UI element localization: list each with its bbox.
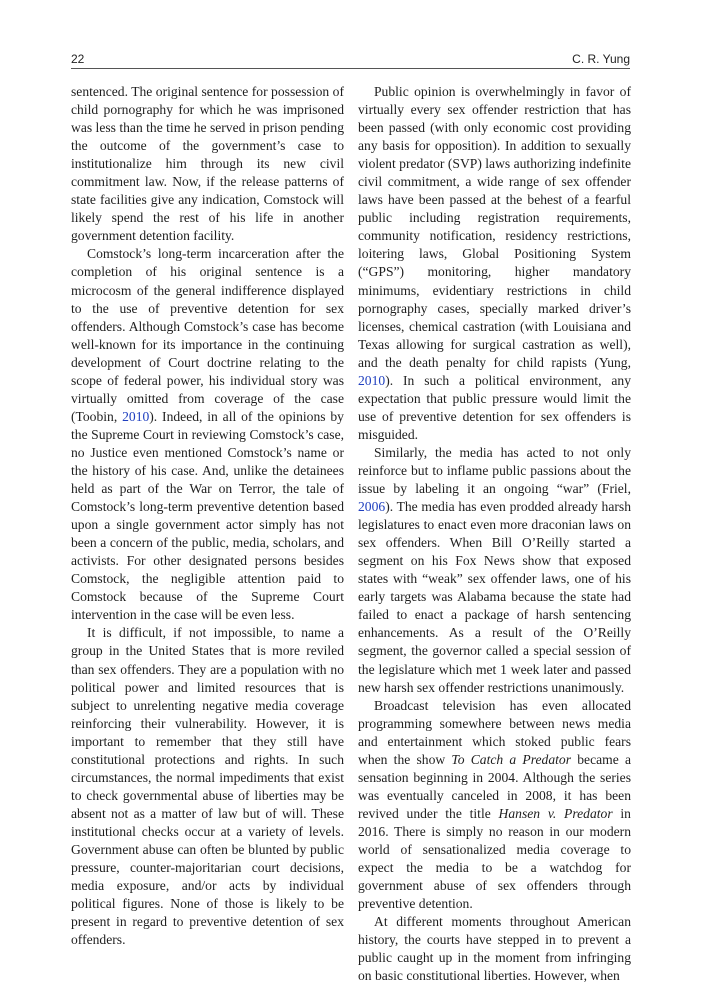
paragraph [358,444,631,697]
left-column [71,83,344,949]
paragraph-text: Similarly, the media has acted to not only reinforce but to inflame public passions about the issue by labeling it an ongoing “war” (Friel, [358,444,631,497]
right-column [358,83,631,985]
show-title: To Catch a Predator [451,751,572,767]
paragraph-text: ). Indeed, in all of the opinions by the Supreme Court in reviewing Comstock’s case, no Justice even mentioned Comstock’s name or the history of his case. And, unlike the detainees held as part of the War on Terror, the tale of Comstock’s long-term preventive detention based upon a single government actor simply has not been a concern of the public, media, scholars, and activists. For other designated persons besides Comstock, the negligible attention paid to Comstock because of the Supreme Court intervention in the case will be even less. [71,408,344,623]
citation-link[interactable]: 2010 [122,408,150,424]
paragraph-text: in 2016. There is simply no reason in our modern world of sensationalized media coverage to expect the media to be a watchdog for government abuse of sex offenders through preventive detention. [358,805,631,912]
header-rule [71,68,630,69]
paragraph: sentenced. The original sentence for possession of child pornography for which he was imprisoned was less than the time he served in prison pending the outcome of the government’s case to institutionalize him through its new civil commitment law. Now, if the release patterns of state facilities give any indication, Comstock will likely spend the rest of his life in another government detention facility. [71,84,344,244]
paragraph-text: ). In such a political environment, any expectation that public pressure would limit the use of preventive detention for sex offenders is misguided. [358,372,631,442]
paragraph-text: Broadcast television has even allocated programming somewhere between news media and entertainment which stoked public fears when the show [358,697,631,767]
paragraph: At different moments throughout American history, the courts have stepped in to prevent a public caught up in the moment from infringing on basic constitutional liberties. However, when [358,914,631,984]
paragraph-text: Public opinion is overwhelmingly in favor of virtually every sex offender restriction that has been passed (with only economic cost providing any basis for opposition). In addition to sexually violent predator (SVP) laws authorizing indefinite civil commitment, a wide range of sex offender laws have been passed at the behest of a fearful public including registration requirements, community notification, residency restrictions, loitering laws, Global Positioning System (“GPS”) monitoring, higher mandatory minimums, evidentiary restrictions in child pornography cases, specially marked driver’s licenses, chemical castration (with Louisiana and Texas allowing for surgical castration as well), and the death penalty for child rapists (Yung, [358,84,631,370]
paragraph-text: Comstock’s long-term incarceration after the completion of his original sentence is a microcosm of the general indifference displayed to the use of preventive detention for sex offenders. Although Comstock’s case has become well-known for its importance in the continuing development of Court doctrine relating to the scope of federal power, his individual story was virtually omitted from coverage of the case (Toobin, [71,246,344,424]
running-head-author: C. R. Yung [572,52,630,66]
citation-link[interactable]: 2010 [358,372,386,388]
paragraph: It is difficult, if not impossible, to name a group in the United States that is more reviled than sex offenders. They are a population with no political power and limited resources that is subject to unrelenting negative media coverage reinforcing their vulnerability. However, it is important to remember that they still have constitutional protections and rights. In such circumstances, the normal impediments that exist to check governmental abuse of liberties may be absent not as a matter of law but of will. These institutional checks occur at a variety of levels. Government abuse can often be blunted by public pressure, counter-majoritarian court decisions, media exposure, and/or acts by individual political figures. None of those is likely to be present in regard to preventive detention of sex offenders. [71,625,344,948]
running-header [71,44,630,66]
show-title: Hansen v. Predator [498,805,613,821]
paragraph-text: ). The media has even prodded already harsh legislatures to enact even more draconian laws on sex offenders. When Bill O’Reilly started a segment on his Fox News show that exposed states with “weak” sex offender laws, one of his early targets was Alabama because the state had failed to enact a package of harsh sentencing enhancements. As a result of the O’Reilly segment, the governor called a special session of the legislature which met 1 week later and passed new harsh sex offender restrictions unanimously. [358,499,631,695]
page-number: 22 [71,52,85,66]
paragraph [358,697,631,914]
paragraph-text: became a sensation beginning in 2004. Although the series was eventually canceled in 2008, it has been revived under the title [358,751,631,821]
paragraph [71,245,344,624]
citation-link[interactable]: 2006 [358,499,386,515]
paragraph [358,83,631,444]
